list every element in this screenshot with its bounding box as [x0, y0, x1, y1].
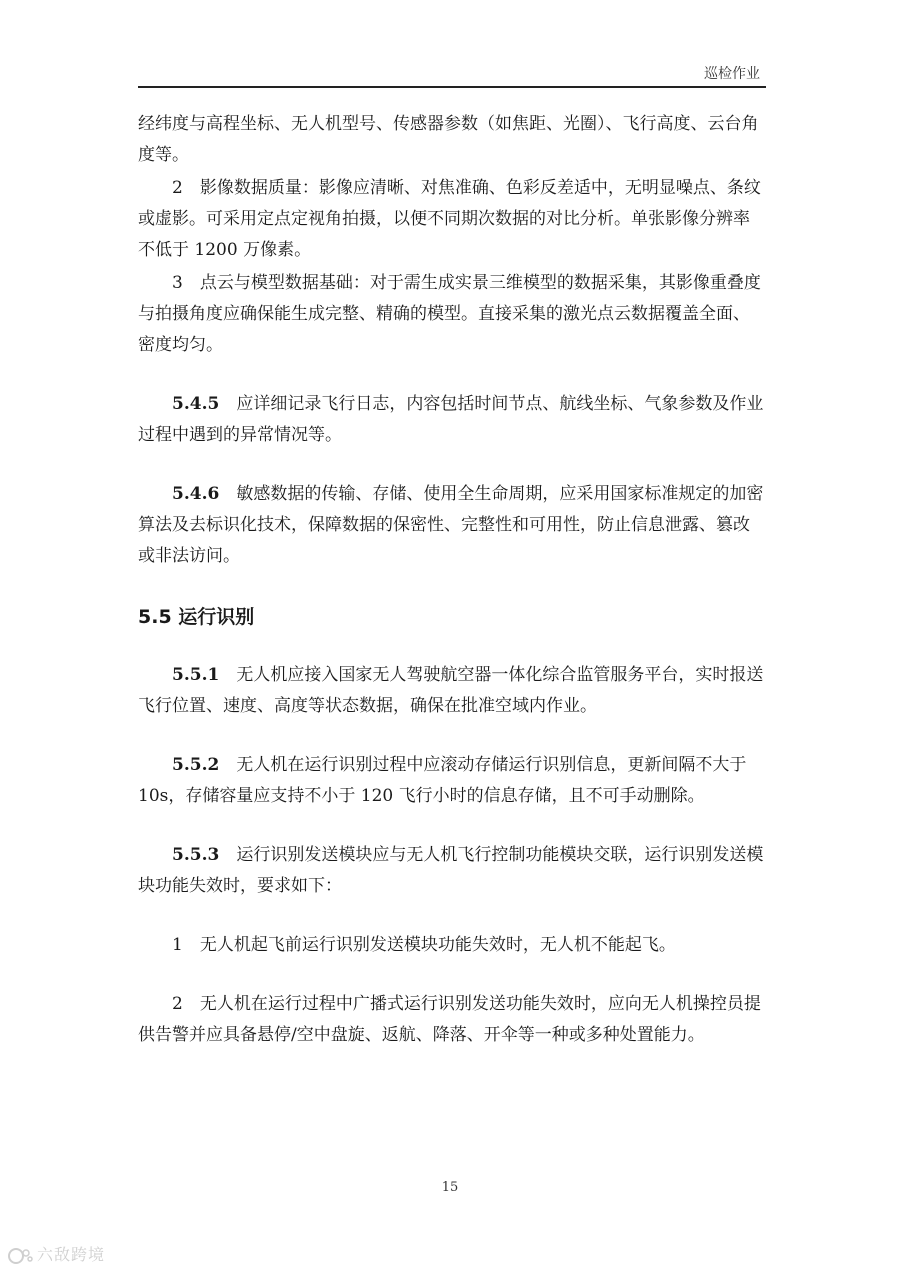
clause-5-5-2 [138, 750, 766, 812]
page-number: 15 [441, 1180, 459, 1195]
clause-text: 无人机应接入国家无人驾驶航空器一体化综合监管服务平台，实时报送飞行位置、速度、高度等状态数据，确保在批准空域内作业。 [138, 665, 764, 716]
clause-text: 应详细记录飞行日志，内容包括时间节点、航线坐标、气象参数及作业过程中遇到的异常情况等。 [138, 394, 764, 445]
watermark [8, 1242, 105, 1266]
watermark-text: 六敌跨境 [37, 1245, 106, 1264]
requirement-item-1: 1 无人机起飞前运行识别发送模块功能失效时，无人机不能起飞。 [172, 935, 676, 955]
clause-number: 5.4.5 [172, 394, 220, 414]
list-item-3: 3 点云与模型数据基础：对于需生成实景三维模型的数据采集，其影像重叠度与拍摄角度应确保能生成完整、精确的模型。直接采集的激光点云数据覆盖全面、密度均匀。 [138, 273, 761, 355]
document-body [138, 109, 766, 1051]
header-divider [138, 86, 766, 88]
clause-5-4-5 [138, 389, 766, 451]
running-header: 巡检作业 [704, 66, 760, 82]
clause-number: 5.5.1 [172, 665, 220, 685]
clause-text: 敏感数据的传输、存储、使用全生命周期，应采用国家标准规定的加密算法及去标识化技术，保障数据的保密性、完整性和可用性，防止信息泄露、篡改或非法访问。 [138, 484, 764, 566]
clause-text: 运行识别发送模块应与无人机飞行控制功能模块交联，运行识别发送模块功能失效时，要求如下： [138, 845, 764, 896]
list-item-2: 2 影像数据质量：影像应清晰、对焦准确、色彩反差适中，无明显噪点、条纹或虚影。可采用定点定视角拍摄，以便不同期次数据的对比分析。单张影像分辨率不低于 1200 万像素。 [138, 178, 761, 260]
clause-text: 无人机在运行识别过程中应滚动存储运行识别信息，更新间隔不大于 10s，存储容量应支持不小于 120 飞行小时的信息存储，且不可手动删除。 [138, 755, 747, 806]
clause-5-4-6 [138, 479, 766, 572]
clause-number: 5.5.3 [172, 845, 220, 865]
clause-number: 5.5.2 [172, 755, 220, 775]
clause-number: 5.4.6 [172, 484, 220, 504]
section-heading-5-5: 5.5 运行识别 [138, 606, 255, 628]
paragraph-continuation: 经纬度与高程坐标、无人机型号、传感器参数（如焦距、光圈）、飞行高度、云台角度等。 [138, 114, 759, 165]
clause-5-5-1 [138, 660, 766, 722]
requirement-item-2: 2 无人机在运行过程中广播式运行识别发送功能失效时，应向无人机操控员提供告警并应具备悬停/空中盘旋、返航、降落、开伞等一种或多种处置能力。 [138, 994, 761, 1045]
watermark-logo-icon [8, 1246, 34, 1266]
clause-5-5-3 [138, 840, 766, 902]
